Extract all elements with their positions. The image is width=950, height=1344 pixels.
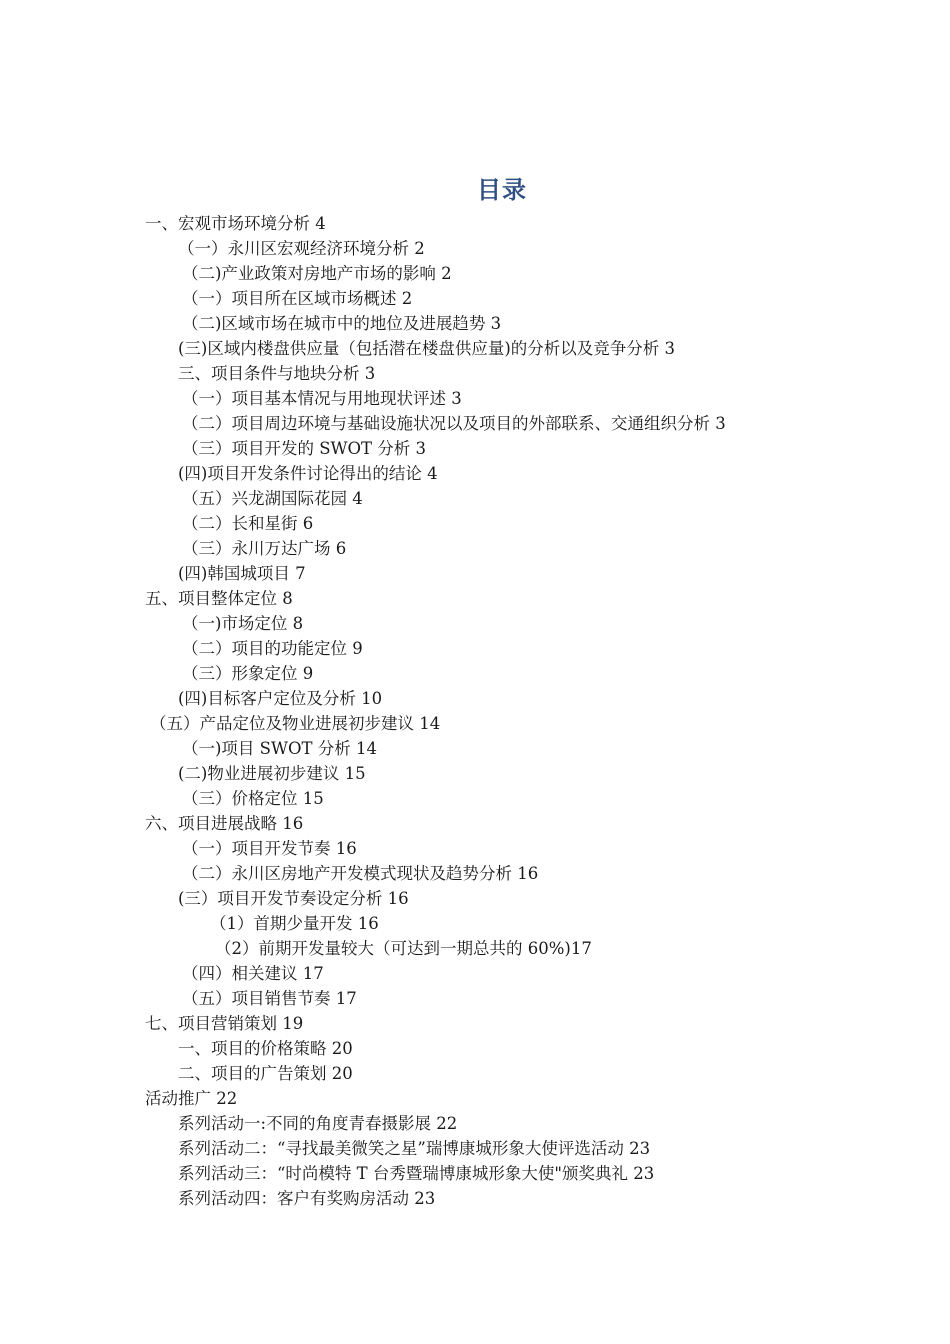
toc-entry[interactable]: （三）价格定位 15 <box>182 789 324 808</box>
toc-title: 目录 <box>477 175 527 204</box>
toc-entry[interactable]: （二)产业政策对房地产市场的影响 2 <box>182 264 452 283</box>
toc-entry[interactable]: （五）产品定位及物业进展初步建议 14 <box>150 714 441 733</box>
toc-entry[interactable]: （一)项目 SWOT 分析 14 <box>182 739 377 758</box>
toc-entry[interactable]: （2）前期开发量较大（可达到一期总共的 60%)17 <box>215 939 592 958</box>
toc-entry[interactable]: 二、项目的广告策划 20 <box>178 1064 353 1083</box>
toc-entry[interactable]: （二）永川区房地产开发模式现状及趋势分析 16 <box>182 864 539 883</box>
toc-entry[interactable]: （一）项目基本情况与用地现状评述 3 <box>182 389 462 408</box>
toc-entry[interactable]: (四)韩国城项目 7 <box>178 564 306 583</box>
toc-entry[interactable]: (四)目标客户定位及分析 10 <box>178 689 383 708</box>
toc-entry[interactable]: 系列活动一:不同的角度青春摄影展 22 <box>178 1114 458 1133</box>
toc-entry[interactable]: （四）相关建议 17 <box>182 964 324 983</box>
toc-entry[interactable]: 七、项目营销策划 19 <box>145 1014 304 1033</box>
toc-entry[interactable]: 系列活动四：客户有奖购房活动 23 <box>178 1189 436 1208</box>
toc-entry[interactable]: 活动推广 22 <box>145 1089 238 1108</box>
toc-entry[interactable]: （一）项目开发节奏 16 <box>182 839 357 858</box>
toc-entry[interactable]: 一、宏观市场环境分析 4 <box>145 214 326 233</box>
toc-entry[interactable]: (四)项目开发条件讨论得出的结论 4 <box>178 464 438 483</box>
toc-entry[interactable]: （二）长和星街 6 <box>182 514 314 533</box>
toc-entry[interactable]: （二）项目的功能定位 9 <box>182 639 363 658</box>
toc-entry[interactable]: （一)市场定位 8 <box>182 614 304 633</box>
toc-entry[interactable]: (二)物业进展初步建议 15 <box>178 764 366 783</box>
toc-entry[interactable]: 三、项目条件与地块分析 3 <box>178 364 376 383</box>
toc-entry[interactable]: (三）项目开发节奏设定分析 16 <box>178 889 409 908</box>
toc-entry[interactable]: (三)区域内楼盘供应量（包括潜在楼盘供应量)的分析以及竞争分析 3 <box>178 339 676 358</box>
toc-entry[interactable]: （五）兴龙湖国际花园 4 <box>182 489 363 508</box>
toc-entry[interactable]: 五、项目整体定位 8 <box>145 589 293 608</box>
toc-entry[interactable]: 系列活动三：“时尚模特 T 台秀暨瑞博康城形象大使"颁奖典礼 23 <box>178 1164 655 1183</box>
toc-entry[interactable]: 六、项目进展战略 16 <box>145 814 304 833</box>
toc-entry[interactable]: （三）项目开发的 SWOT 分析 3 <box>182 439 427 458</box>
toc-entry[interactable]: （二)区域市场在城市中的地位及进展趋势 3 <box>182 314 502 333</box>
toc-entry[interactable]: （一）项目所在区域市场概述 2 <box>182 289 413 308</box>
toc-entry[interactable]: （三）形象定位 9 <box>182 664 314 683</box>
toc-entry[interactable]: （二）项目周边环境与基础设施状况以及项目的外部联系、交通组织分析 3 <box>182 414 726 433</box>
toc-entry[interactable]: 一、项目的价格策略 20 <box>178 1039 353 1058</box>
toc-entry[interactable]: （一）永川区宏观经济环境分析 2 <box>178 239 425 258</box>
toc-entry[interactable]: 系列活动二：“寻找最美微笑之星”瑞博康城形象大使评选活动 23 <box>178 1139 651 1158</box>
toc-entry[interactable]: （五）项目销售节奏 17 <box>182 989 357 1008</box>
toc-entry[interactable]: （1）首期少量开发 16 <box>210 914 379 933</box>
toc-entry[interactable]: （三）永川万达广场 6 <box>182 539 347 558</box>
